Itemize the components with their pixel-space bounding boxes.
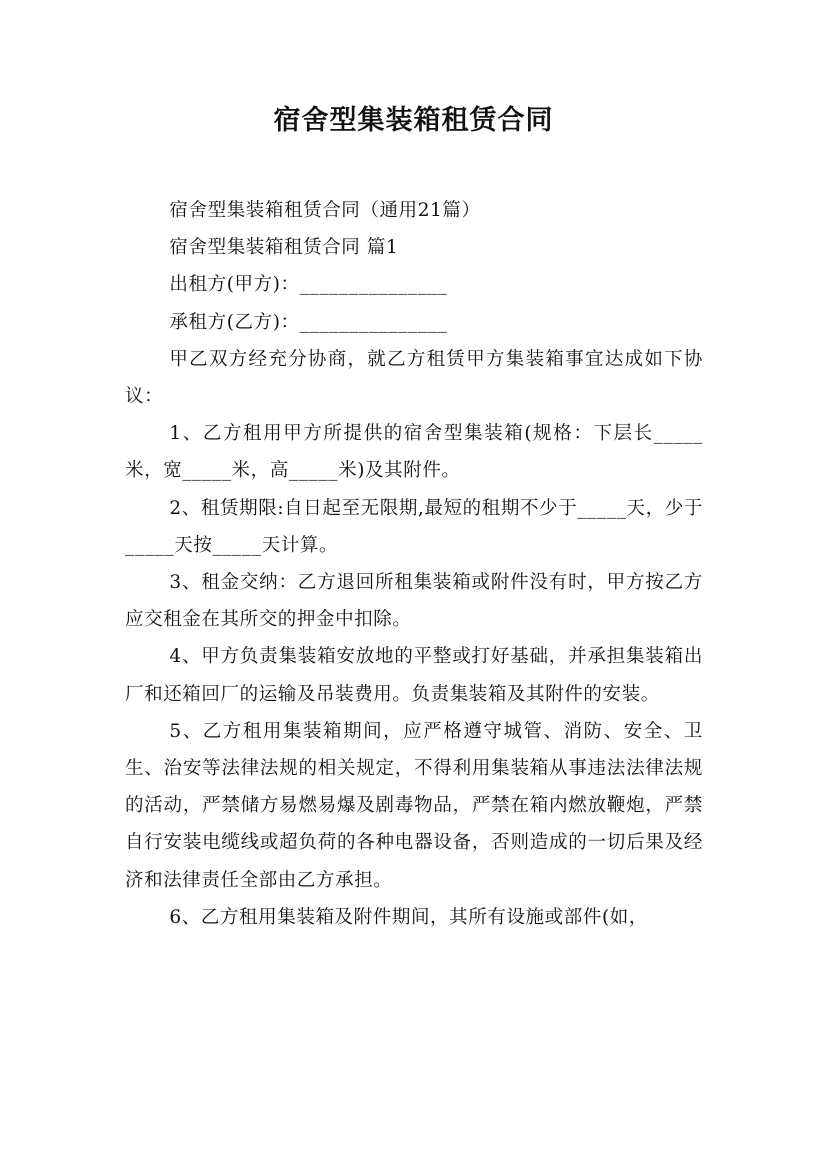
document-title: 宿舍型集装箱租赁合同 (273, 105, 554, 136)
paragraph-heading-collection: 宿舍型集装箱租赁合同（通用21篇） (169, 200, 481, 221)
paragraph-clause-5: 5、乙方租用集装箱期间，应严格遵守城管、消防、安全、卫生、治安等法律法规的相关规定，不得利用集装箱从事违法法律法规的活动，严禁储方易燃易爆及剧毒物品，严禁在箱内燃放鞭炮，严禁自行安装电缆线或超负荷的各种电器设备，否则造成的一切后果及经济和法律责任全部由乙方承担。 (125, 720, 703, 891)
paragraph-lessee: 承租方(乙方)：_______________ (169, 311, 448, 333)
paragraph-preamble: 甲乙双方经充分协商，就乙方租赁甲方集装箱事宜达成如下协议： (125, 348, 703, 408)
paragraph-heading-article: 宿舍型集装箱租赁合同 篇1 (169, 237, 399, 259)
paragraph-clause-6: 6、乙方租用集装箱及附件期间，其所有设施或部件(如， (169, 906, 648, 928)
paragraph-clause-3: 3、租金交纳：乙方退回所租集装箱或附件没有时，甲方按乙方应交租金在其所交的押金中扣除。 (125, 572, 703, 631)
paragraph-lessor: 出租方(甲方)：_______________ (169, 274, 448, 296)
document-body (125, 192, 703, 936)
paragraph-clause-4: 4、甲方负责集装箱安放地的平整或打好基础，并承担集装箱出厂和还箱回厂的运输及吊装费用。负责集装箱及其附件的安装。 (125, 646, 703, 705)
paragraph-clause-2: 2、租赁期限:自日起至无限期,最短的租期不少于_____天，少于_____天按_____天计算。 (125, 497, 703, 556)
paragraph-clause-1: 1、乙方租用甲方所提供的宿舍型集装箱(规格：下层长_____米，宽_____米，高_____米)及其附件。 (125, 423, 703, 482)
